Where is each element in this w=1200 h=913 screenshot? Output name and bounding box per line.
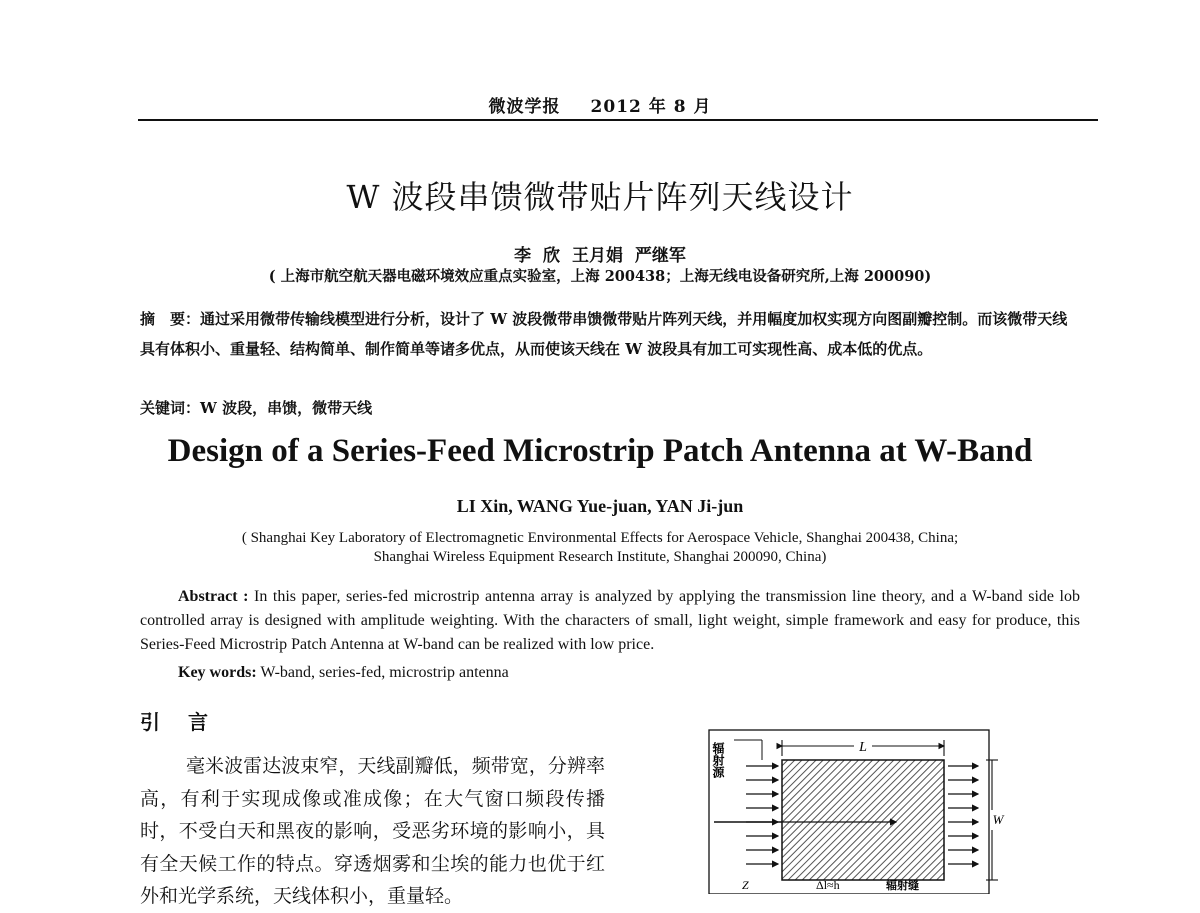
english-keywords-label: Key words: [178,664,257,681]
english-affiliation-line1: ( Shanghai Key Laboratory of Electromagnetic Environmental Effects for Aerospace Vehicle, Shanghai 200438, China; [241,530,959,546]
english-abstract [140,585,1080,657]
header-rule [138,119,1098,121]
patch-element [782,760,944,880]
section-heading-char-1: 引 [140,710,162,734]
chinese-keywords [140,397,1080,418]
english-authors: LI Xin, WANG Yue-juan, YAN Ji-jun [456,496,744,516]
english-keywords [178,664,509,682]
bottom-label-delta: Δl≈h [816,878,840,892]
running-header [0,92,1200,117]
chinese-authors: 李 欣 王月娟 严继军 [514,246,686,266]
length-label: L [859,740,867,755]
radiating-slot-label: 辐射缝 [886,879,919,892]
field-arrows-right [948,766,978,864]
english-affiliation [0,529,1200,567]
chinese-abstract-label: 摘 要： [140,310,201,328]
english-abstract-text: In this paper, series-fed microstrip antenna array is analyzed by applying the transmission line theory, and a W-band side lob controlled array is designed with amplitude weighting. With the characters of small, light weight, simple framework and easy for produce, this Series-Feed Microstrip Patch Antenna at W-band can be realized with low price. [140,588,1080,653]
width-label: W [992,812,1004,827]
source-label: 辐射源 [711,742,725,778]
chinese-abstract [140,304,1080,364]
section-heading-char-2: 言 [188,710,210,734]
issue-date: 2012 年 8 月 [590,97,712,117]
chinese-abstract-text: 通过采用微带传输线模型进行分析，设计了 W 波段微带串馈微带贴片阵列天线，并用幅度加权实现方向图副瓣控制。而该微带天线具有体积小、重量轻、结构简单、制作简单等诸多优点，从而使该天线在 W 波段具有加工可实现性高、成本低的优点。 [140,310,1068,358]
bottom-label-z: Z [742,878,749,892]
chinese-affiliation: ( 上海市航空航天器电磁环境效应重点实验室，上海 200438；上海无线电设备研究所,上海 200090) [268,268,932,285]
chinese-title: W 波段串馈微带贴片阵列天线设计 [346,178,854,216]
english-title: Design of a Series-Feed Microstrip Patch Antenna at W-Band [167,433,1033,469]
chinese-keywords-label: 关键词： [140,399,201,417]
patch-antenna-figure [706,728,1006,894]
english-abstract-label: Abstract : [178,588,249,605]
english-affiliation-line2: Shanghai Wireless Equipment Research Institute, Shanghai 200090, China) [373,549,827,565]
section-heading-introduction [140,706,210,735]
introduction-paragraph: 毫米波雷达波束窄，天线副瓣低，频带宽，分辨率高，有利于实现成像或准成像；在大气窗口频段传播时，不受白天和黑夜的影响，受恶劣环境的影响小，具有全天候工作的特点。穿透烟雾和尘埃的能力也优于红外和光学系统，天线体积小，重量轻。 [140,755,605,907]
field-arrows-left [746,766,778,864]
journal-name: 微波学报 [488,97,561,117]
english-keywords-text: W-band, series-fed, microstrip antenna [256,664,509,681]
chinese-keywords-text: W 波段，串馈，微带天线 [200,399,373,417]
